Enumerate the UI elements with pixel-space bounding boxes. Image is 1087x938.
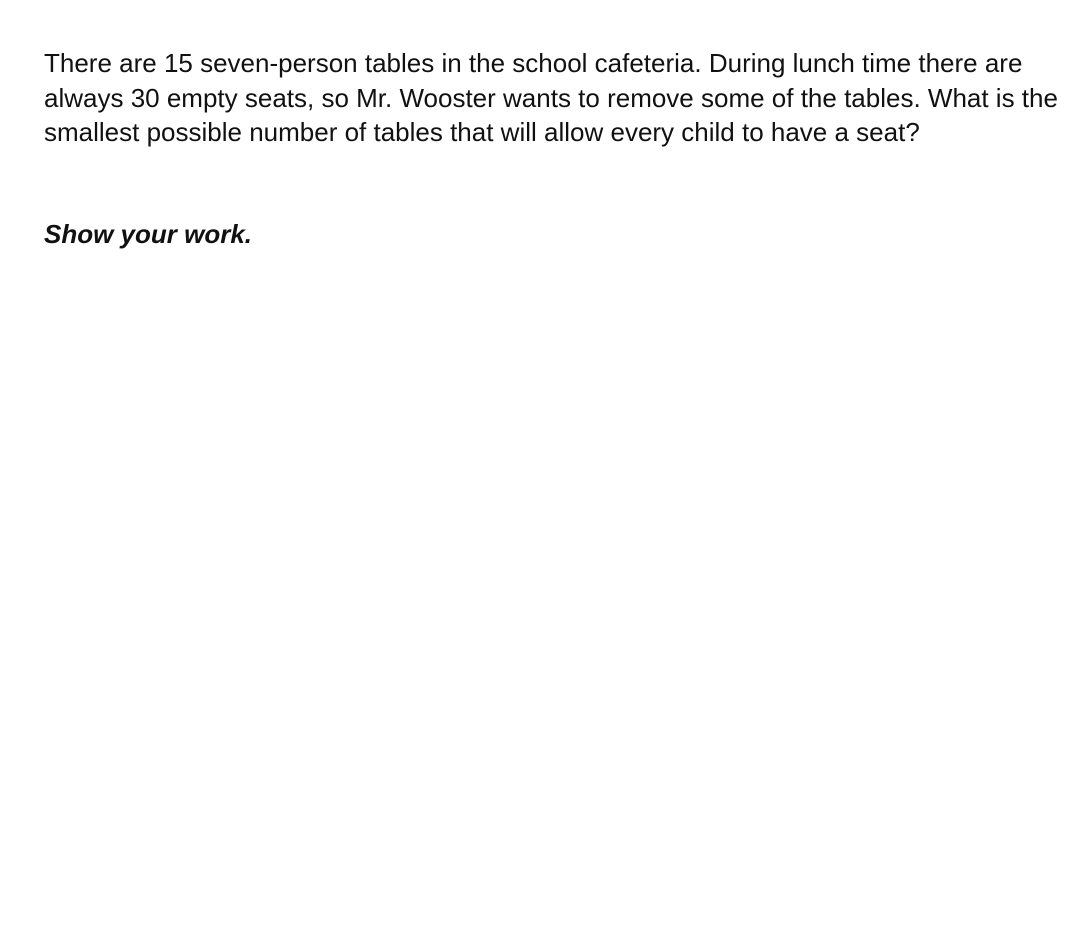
question-text: There are 15 seven-person tables in the school cafeteria. During lunch time there are always 30 empty seats, so Mr. Wooster wants to remove some of the tables. What is the smallest possible number of tables that will allow every child to have a seat? [44, 48, 1058, 147]
work-area [44, 262, 1064, 922]
show-work-instruction: Show your work. [44, 219, 253, 249]
